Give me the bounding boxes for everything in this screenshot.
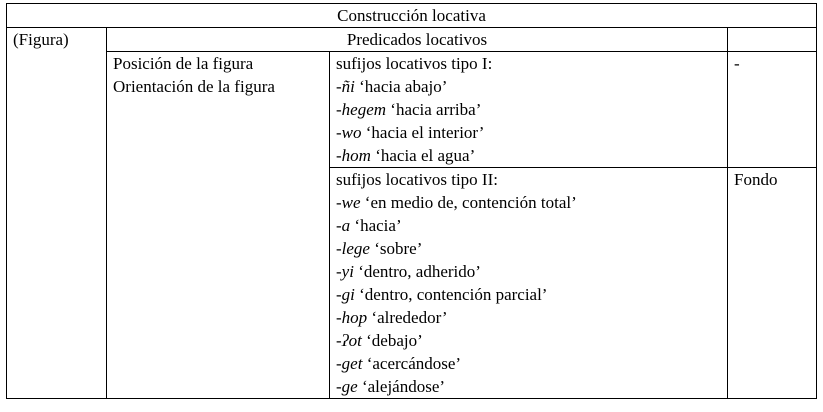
group1-row bbox=[7, 52, 817, 168]
suffix-row bbox=[336, 75, 721, 98]
suffix-row bbox=[336, 144, 721, 167]
suffix-group-1 bbox=[330, 52, 728, 168]
suffix-row bbox=[336, 260, 721, 283]
suffix-form: -hegem bbox=[336, 100, 387, 119]
suffix-gloss: ‘acercándose’ bbox=[362, 354, 462, 373]
suffix-row bbox=[336, 191, 721, 214]
suffix-gloss: ‘hacia arriba’ bbox=[386, 100, 482, 119]
suffix-gloss: ‘dentro, adherido’ bbox=[353, 262, 481, 281]
suffix-form: -ge bbox=[336, 377, 358, 396]
locative-construction-table bbox=[6, 3, 817, 399]
group-header: sufijos locativos tipo I: bbox=[336, 54, 493, 73]
suffix-form: -lege bbox=[336, 239, 370, 258]
suffix-gloss: ‘alejándose’ bbox=[357, 377, 446, 396]
suffix-row bbox=[336, 237, 721, 260]
suffix-row bbox=[336, 283, 721, 306]
left-item: Orientación de la figura bbox=[113, 77, 275, 96]
ground-cell-1: - bbox=[728, 52, 817, 168]
ground-cell-2: Fondo bbox=[728, 168, 817, 399]
table-title: Construcción locativa bbox=[7, 4, 817, 28]
suffix-gloss: ‘hacia el agua’ bbox=[370, 146, 476, 165]
header-row bbox=[7, 28, 817, 52]
figure-properties-cell bbox=[107, 52, 330, 399]
suffix-gloss: ‘hacia’ bbox=[350, 216, 402, 235]
suffix-gloss: ‘alrededor’ bbox=[367, 308, 448, 327]
suffix-gloss: ‘debajo’ bbox=[361, 331, 423, 350]
suffix-row bbox=[336, 375, 721, 398]
suffix-gloss: ‘dentro, contención parcial’ bbox=[354, 285, 548, 304]
suffix-form: -ʔot bbox=[336, 331, 362, 350]
suffix-row bbox=[336, 98, 721, 121]
suffix-row bbox=[336, 121, 721, 144]
suffix-row bbox=[336, 352, 721, 375]
suffix-gloss: ‘en medio de, contención total’ bbox=[360, 193, 577, 212]
left-item: Posición de la figura bbox=[113, 54, 254, 73]
suffix-row bbox=[336, 214, 721, 237]
predicates-header: Predicados locativos bbox=[107, 28, 728, 52]
suffix-gloss: ‘sobre’ bbox=[369, 239, 423, 258]
suffix-form: -a bbox=[336, 216, 351, 235]
suffix-group-2 bbox=[330, 168, 728, 399]
group-header: sufijos locativos tipo II: bbox=[336, 170, 498, 189]
suffix-form: -gi bbox=[336, 285, 355, 304]
suffix-form: -ñi bbox=[336, 77, 355, 96]
suffix-gloss: ‘hacia abajo’ bbox=[354, 77, 448, 96]
title-row bbox=[7, 4, 817, 28]
suffix-form: -get bbox=[336, 354, 363, 373]
suffix-gloss: ‘hacia el interior’ bbox=[361, 123, 485, 142]
suffix-form: -yi bbox=[336, 262, 354, 281]
suffix-form: -hom bbox=[336, 146, 371, 165]
suffix-form: -we bbox=[336, 193, 361, 212]
suffix-form: -wo bbox=[336, 123, 362, 142]
suffix-row bbox=[336, 306, 721, 329]
suffix-form: -hop bbox=[336, 308, 368, 327]
figure-cell: (Figura) bbox=[7, 28, 107, 399]
suffix-row bbox=[336, 329, 721, 352]
empty-header-cell bbox=[728, 28, 817, 52]
